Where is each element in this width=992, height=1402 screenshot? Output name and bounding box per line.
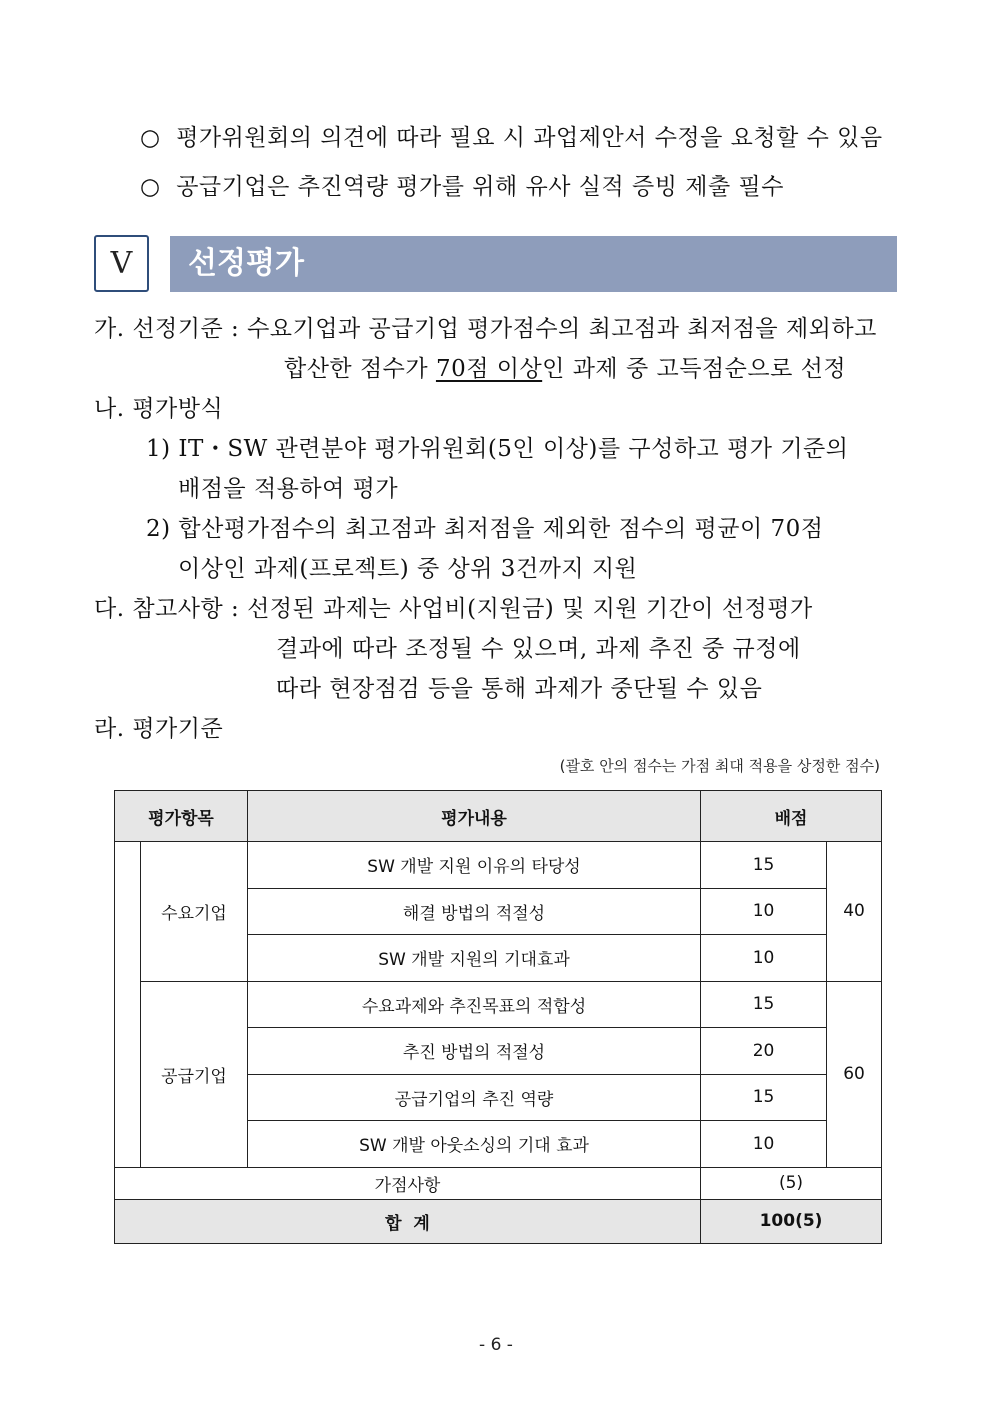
section-title-bar <box>170 236 897 292</box>
header-category: 평가항목 <box>115 791 248 842</box>
group-subtotal: 40 <box>827 842 882 982</box>
table-row <box>115 842 882 889</box>
total-label: 합 계 <box>115 1199 701 1243</box>
group-name: 수요기업 <box>141 842 248 982</box>
evaluation-table <box>114 790 882 1244</box>
table-note: (괄호 안의 점수는 가점 최대 적용을 상정한 점수) <box>559 757 880 775</box>
criteria-line-1 <box>94 314 877 344</box>
criteria-line-2 <box>284 354 846 384</box>
page-number: - 6 - <box>479 1335 513 1355</box>
reference-line-3: 따라 현장점검 등을 통해 과제가 중단될 수 있음 <box>276 676 763 702</box>
criteria-text-2b: 인 과제 중 고득점순으로 선정 <box>542 356 847 382</box>
criteria-label: 가. 선정기준 : <box>94 316 248 342</box>
header-content: 평가내용 <box>248 791 701 842</box>
row-score: 15 <box>701 1074 827 1121</box>
row-score: 10 <box>701 935 827 982</box>
row-score: 15 <box>701 842 827 889</box>
table-row <box>115 981 882 1028</box>
bullet-circle-icon: ○ <box>140 174 161 200</box>
group-subtotal: 60 <box>827 981 882 1167</box>
total-score: 100(5) <box>701 1199 882 1243</box>
criteria-text-2a: 합산한 점수가 <box>284 356 436 382</box>
bonus-score: (5) <box>701 1167 882 1199</box>
reference-label: 다. 참고사항 : <box>94 596 248 622</box>
bullet-1-text: 평가위원회의 의견에 따라 필요 시 과업제안서 수정을 요청할 수 있음 <box>176 125 883 151</box>
row-content: 공급기업의 추진 역량 <box>248 1074 701 1121</box>
method-label: 나. 평가방식 <box>94 396 224 422</box>
standard-label: 라. 평가기준 <box>94 716 224 742</box>
reference-text-1: 선정된 과제는 사업비(지원금) 및 지원 기간이 선정평가 <box>247 596 813 622</box>
row-content: 수요과제와 추진목표의 적합성 <box>248 981 701 1028</box>
method-item-2-line-1: 2) 합산평가점수의 최고점과 최저점을 제외한 점수의 평균이 70점 <box>146 516 824 542</box>
row-content: 추진 방법의 적절성 <box>248 1028 701 1075</box>
row-content: SW 개발 지원 이유의 타당성 <box>248 842 701 889</box>
criteria-threshold: 70점 이상 <box>435 356 543 382</box>
method-item-2-line-2: 이상인 과제(프로젝트) 중 상위 3건까지 지원 <box>178 556 638 582</box>
method-item-1-line-1: 1) IT・SW 관련분야 평가위원회(5인 이상)를 구성하고 평가 기준의 <box>146 436 849 462</box>
criteria-text-1: 수요기업과 공급기업 평가점수의 최고점과 최저점을 제외하고 <box>247 316 877 342</box>
section-title: 선정평가 <box>188 246 304 281</box>
group-name: 공급기업 <box>141 981 248 1167</box>
row-score: 15 <box>701 981 827 1028</box>
section-number: Ⅴ <box>94 235 149 292</box>
bullet-2 <box>140 172 784 202</box>
row-content: SW 개발 지원의 기대효과 <box>248 935 701 982</box>
indent-cell <box>115 842 141 1168</box>
total-row <box>115 1199 882 1243</box>
method-item-1-line-2: 배점을 적용하여 평가 <box>178 476 399 502</box>
bonus-label: 가점사항 <box>115 1167 701 1199</box>
row-content: SW 개발 아웃소싱의 기대 효과 <box>248 1121 701 1168</box>
row-score: 20 <box>701 1028 827 1075</box>
bullet-circle-icon: ○ <box>140 125 161 151</box>
row-score: 10 <box>701 1121 827 1168</box>
table-header-row <box>115 791 882 842</box>
row-score: 10 <box>701 888 827 935</box>
bullet-2-text: 공급기업은 추진역량 평가를 위해 유사 실적 증빙 제출 필수 <box>176 174 784 200</box>
reference-line-1 <box>94 594 813 624</box>
reference-line-2: 결과에 따라 조정될 수 있으며, 과제 추진 중 규정에 <box>276 636 801 662</box>
bullet-1 <box>140 123 883 153</box>
row-content: 해결 방법의 적절성 <box>248 888 701 935</box>
bonus-row <box>115 1167 882 1199</box>
header-score: 배점 <box>701 791 882 842</box>
